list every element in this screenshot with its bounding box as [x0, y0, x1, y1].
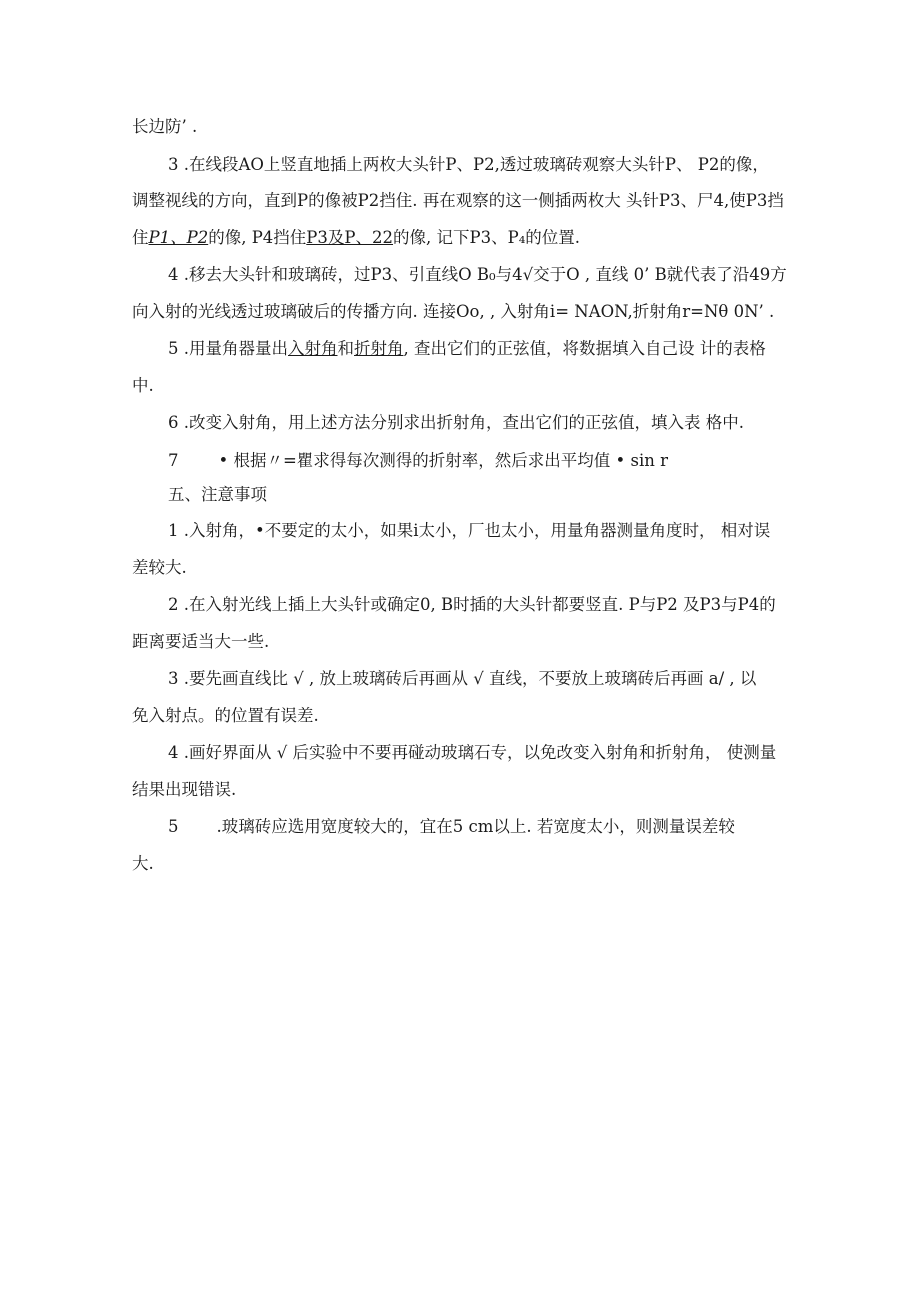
step-number: 7 — [168, 451, 179, 470]
text-segment: .玻璃砖应选用宽度较大的，宜在5 cm以上. 若宽度太小，则测量误差较 — [216, 817, 735, 836]
step-4-line-1: 4 .移去大头针和玻璃砖，过P3、引直线O B₀与4√交于O , 直线 0’ B就代表了沿49方 — [168, 265, 787, 284]
underlined-text: P3及P、22 — [306, 228, 393, 247]
text-line: 长边防’ . — [132, 117, 198, 136]
note-2-line-2: 距离要适当大一些. — [132, 632, 270, 651]
section-heading: 五、注意事项 — [168, 485, 267, 504]
text-segment: 住 — [132, 228, 149, 247]
note-3-line-1: 3 .要先画直线比 √ , 放上玻璃砖后再画从 √ 直线，不要放上玻璃砖后再画 a/ , 以 — [168, 669, 757, 688]
step-3-line-3 — [132, 225, 794, 251]
text-segment: 和 — [337, 339, 354, 358]
text-segment: 5 .用量角器量出 — [168, 339, 288, 358]
step-5-line-2: 中. — [132, 376, 154, 395]
note-4-line-2: 结果出现错误. — [132, 780, 237, 799]
underlined-text: P1、P2 — [148, 228, 209, 247]
note-5-line-1 — [168, 814, 794, 840]
step-3-line-1: 3 .在线段AO上竖直地插上两枚大头针P、P2,透过玻璃砖观察大头针P、 P2的像， — [168, 155, 769, 174]
text-segment: 的像, P4挡住 — [208, 228, 307, 247]
text-segment: 的像, 记下P3、P₄的位置. — [393, 228, 581, 247]
underlined-text: 折射角 — [354, 339, 404, 358]
note-4-line-1: 4 .画好界面从 √ 后实验中不要再碰动玻璃石专，以免改变入射角和折射角， 使测量 — [168, 743, 777, 762]
text-segment: • 根据〃=瞿求得每次测得的折射率，然后求出平均值 • sin r — [218, 451, 669, 470]
text-segment: , 查出它们的正弦值，将数据填入自己设 计的表格 — [403, 339, 766, 358]
note-5-line-2: 大. — [132, 854, 154, 873]
note-3-line-2: 免入射点。的位置有误差. — [132, 706, 319, 725]
step-3-line-2: 调整视线的方向，直到P的像被P2挡住. 再在观察的这一侧插两枚大 头针P3、尸4,使P3挡 — [132, 191, 784, 210]
note-2-line-1: 2 .在入射光线上插上大头针或确定0, B时插的大头针都要竖直. P与P2 及P3与P4的 — [168, 595, 776, 614]
step-5-line-1 — [168, 336, 794, 362]
note-1-line-2: 差较大. — [132, 558, 187, 577]
step-6-line: 6 .改变入射角，用上述方法分别求出折射角，查出它们的正弦值，填入表 格中. — [168, 413, 744, 432]
step-number: 5 — [168, 817, 179, 836]
note-1-line-1: 1 .入射角，•不要定的太小，如果i太小，厂也太小，用量角器测量角度时， 相对误 — [168, 521, 771, 540]
step-4-line-2: 向入射的光线透过玻璃破后的传播方向. 连接Oo, , 入射角i= NAON,折射角r=Nθ 0N’ . — [132, 302, 775, 321]
underlined-text: 入射角 — [288, 339, 338, 358]
step-7-line — [168, 448, 794, 474]
